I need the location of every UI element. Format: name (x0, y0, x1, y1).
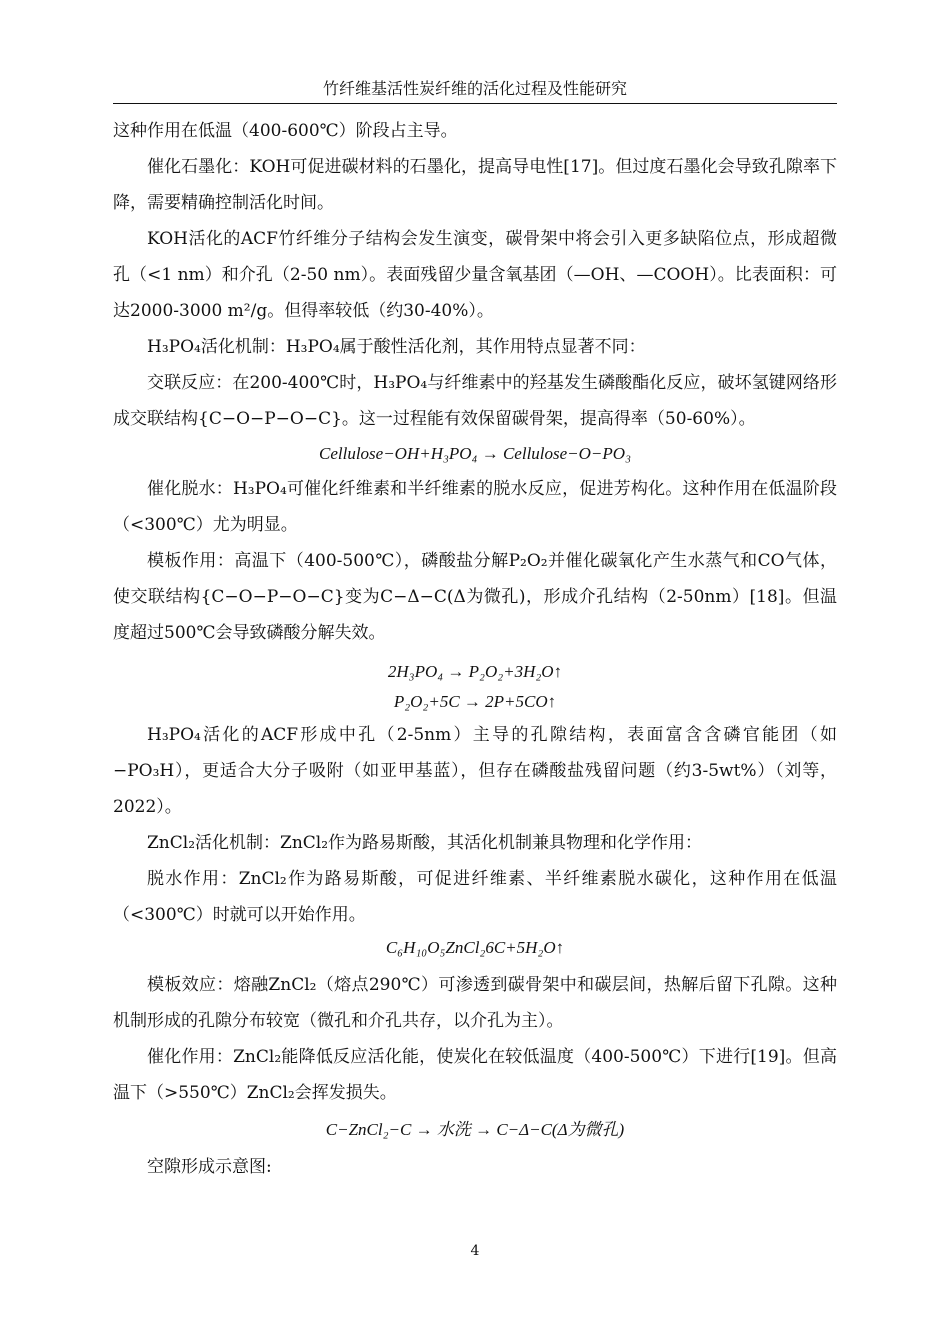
paragraph: 催化作用：ZnCl₂能降低反应活化能，使炭化在较低温度（400-500℃）下进行[19]。但高温下（>550℃）ZnCl₂会挥发损失。 (113, 1047, 837, 1103)
paragraph: ZnCl₂活化机制：ZnCl₂作为路易斯酸，其活化机制兼具物理和化学作用： (147, 833, 703, 853)
paragraph: 脱水作用：ZnCl₂作为路易斯酸，可促进纤维素、半纤维素脱水碳化，这种作用在低温（<300℃）时就可以开始作用。 (113, 869, 837, 925)
paragraph: 模板作用：高温下（400-500℃），磷酸盐分解P₂O₂并催化碳氧化产生水蒸气和CO气体，使交联结构{C−O−P−O−C}变为C−Δ−C(Δ为微孔)，形成介孔结构（2-50nm）[18]。但温度超过500℃会导致磷酸分解失效。 (113, 551, 837, 643)
paragraph: 催化脱水：H₃PO₄可催化纤维素和半纤维素的脱水反应，促进芳构化。这种作用在低温阶段（<300℃）尤为明显。 (113, 479, 837, 535)
page-number: 4 (470, 1243, 480, 1259)
paragraph: KOH活化的ACF竹纤维分子结构会发生演变，碳骨架中将会引入更多缺陷位点，形成超微孔（<1 nm）和介孔（2-50 nm）。表面残留少量含氧基团（—OH、—COOH）。比表面积：可达2000-3000 m²/g。但得率较低（约30-40%）。 (113, 229, 837, 321)
running-header: 竹纤维基活性炭纤维的活化过程及性能研究 (322, 79, 627, 98)
equation: 2H₃PO₄ → P₂O₂+3H₂O↑ (387, 662, 563, 681)
paragraph: 交联反应：在200-400℃时，H₃PO₄与纤维素中的羟基发生磷酸酯化反应，破坏氢键网络形成交联结构{C−O−P−O−C}。这一过程能有效保留碳骨架，提高得率（50-60%）。 (113, 373, 837, 429)
equation: C₆H₁₀O₅ZnCl₂6C+5H₂O↑ (385, 938, 565, 957)
equation: P₂O₂+5C → 2P+5CO↑ (393, 692, 557, 711)
paragraph: 催化石墨化：KOH可促进碳材料的石墨化，提高导电性[17]。但过度石墨化会导致孔隙率下降，需要精确控制活化时间。 (113, 157, 837, 213)
page-body (113, 113, 837, 1185)
paragraph: 这种作用在低温（400-600℃）阶段占主导。 (113, 121, 458, 141)
equation: Cellulose−OH+H₃PO₄ → Cellulose−O−PO₃ (319, 444, 631, 463)
paragraph: H₃PO₄活化机制：H₃PO₄属于酸性活化剂，其作用特点显著不同： (147, 337, 646, 357)
paragraph: 模板效应：熔融ZnCl₂（熔点290℃）可渗透到碳骨架中和碳层间，热解后留下孔隙。这种机制形成的孔隙分布较宽（微孔和介孔共存，以介孔为主）。 (113, 975, 837, 1031)
header-rule (113, 103, 837, 104)
paragraph: H₃PO₄活化的ACF形成中孔（2-5nm）主导的孔隙结构，表面富含含磷官能团（如−PO₃H），更适合大分子吸附（如亚甲基蓝），但存在磷酸盐残留问题（约3-5wt%）（刘等，2022）。 (113, 725, 837, 817)
paragraph: 空隙形成示意图: (147, 1157, 272, 1177)
equation: C−ZnCl₂−C → 水洗 → C−Δ−C(Δ为微孔) (325, 1120, 625, 1139)
